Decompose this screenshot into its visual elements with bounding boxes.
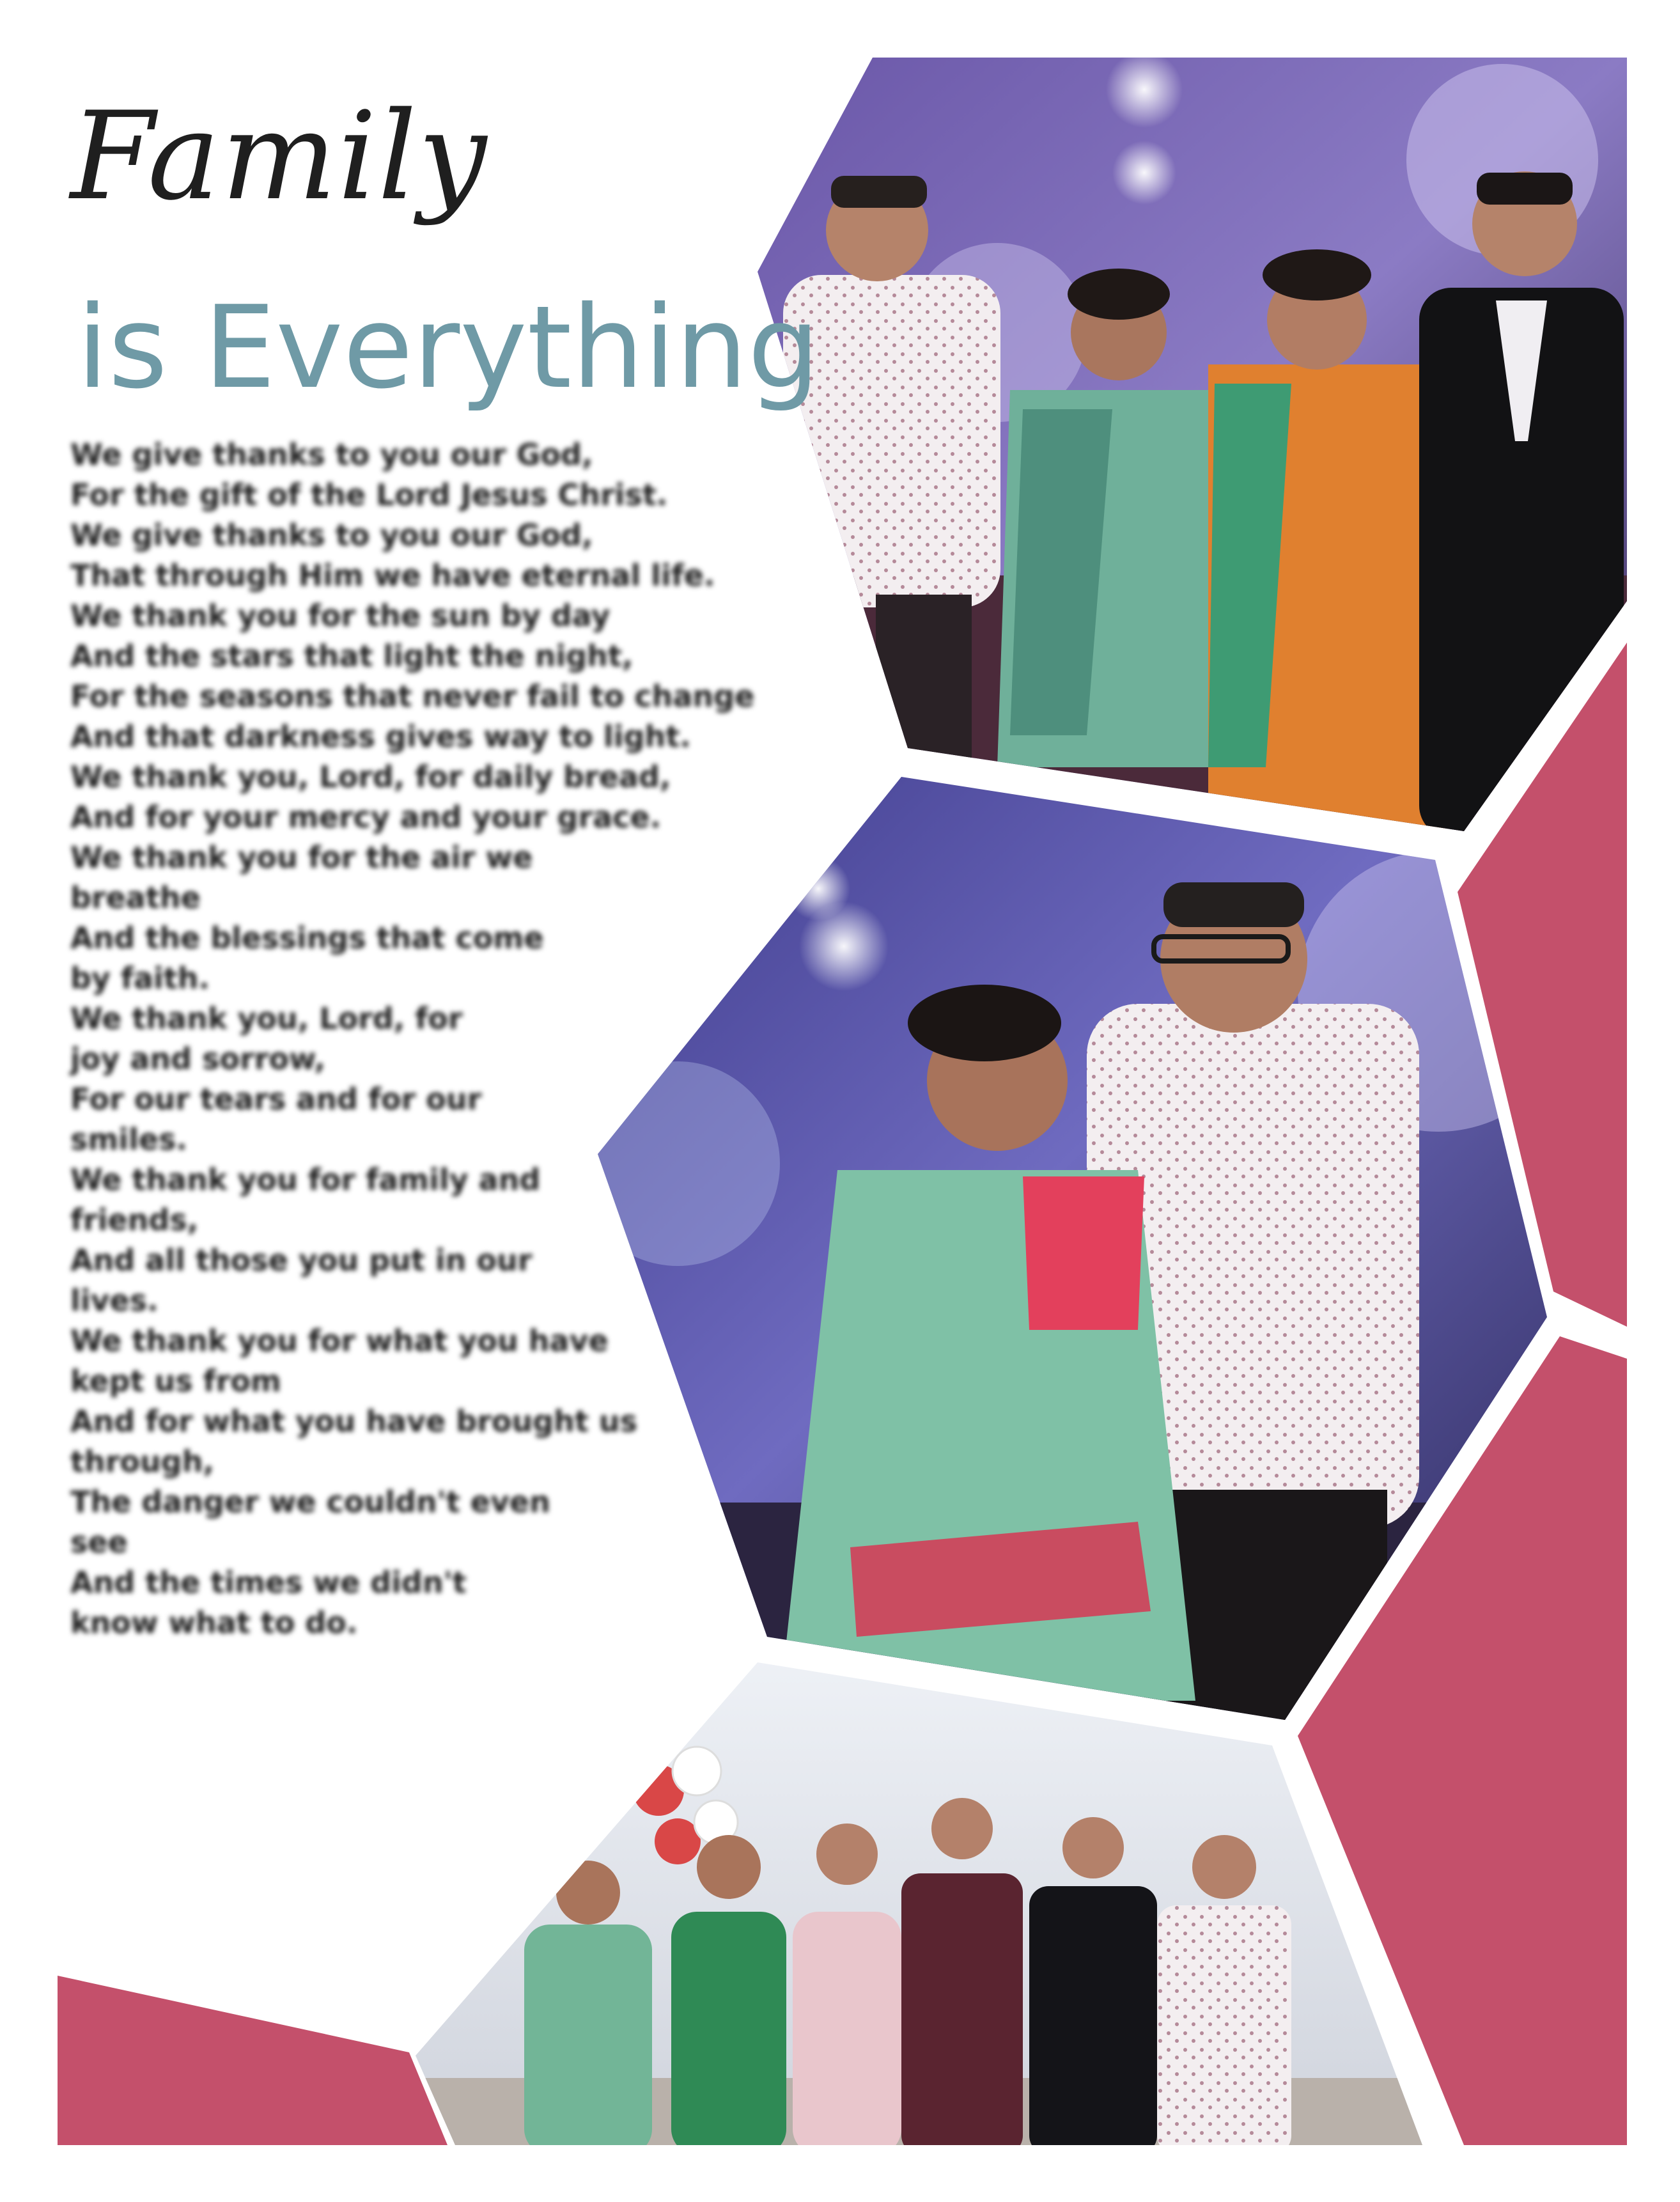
photo-group — [409, 1656, 1432, 2155]
poem-line: The danger we couldn't even — [70, 1485, 550, 1519]
poem-line: We give thanks to you our God, — [70, 518, 593, 552]
poem-line: We give thanks to you our God, — [70, 437, 593, 472]
poem-line: We thank you for what you have — [70, 1324, 609, 1358]
poem-line: We thank you, Lord, for — [70, 1001, 463, 1036]
poem-line: by faith. — [70, 961, 210, 996]
poem-line: smiles. — [70, 1122, 187, 1157]
poem-line: And for your mercy and your grace. — [70, 800, 662, 834]
poem-line: breathe — [70, 880, 201, 915]
page-title: is Everything — [77, 281, 820, 414]
poem-line: kept us from — [70, 1364, 281, 1398]
poem-line: And the times we didn't — [70, 1565, 467, 1600]
pink-accent-bottom-left — [58, 1976, 447, 2145]
poem-line: friends, — [70, 1203, 199, 1237]
poem-line: For the gift of the Lord Jesus Christ. — [70, 478, 668, 512]
poem-line: And the blessings that come — [70, 921, 544, 955]
poem-line: through, — [70, 1444, 214, 1479]
poem-line: For the seasons that never fail to change — [70, 679, 755, 714]
poem-line: We thank you, Lord, for daily bread, — [70, 760, 671, 794]
poem-line: We thank you for family and — [70, 1162, 541, 1197]
poem-line: know what to do. — [70, 1605, 358, 1640]
poem-line: We thank you for the air we — [70, 840, 533, 875]
poem-line: And all those you put in our — [70, 1243, 533, 1277]
poem-line: And for what you have brought us — [70, 1404, 638, 1439]
poem-line: We thank you for the sun by day — [70, 598, 611, 633]
poem-line: see — [70, 1525, 128, 1559]
poem-text — [70, 435, 850, 1643]
photo-family-four — [754, 51, 1630, 838]
poem-line: And the stars that light the night, — [70, 639, 634, 673]
poem-line: For our tears and for our — [70, 1082, 482, 1116]
poem-line: And that darkness gives way to light. — [70, 719, 691, 754]
poem-line: joy and sorrow, — [70, 1042, 326, 1076]
poem-line: lives. — [70, 1283, 159, 1318]
poem-line: That through Him we have eternal life. — [70, 558, 715, 593]
title-script: Family — [70, 86, 488, 227]
